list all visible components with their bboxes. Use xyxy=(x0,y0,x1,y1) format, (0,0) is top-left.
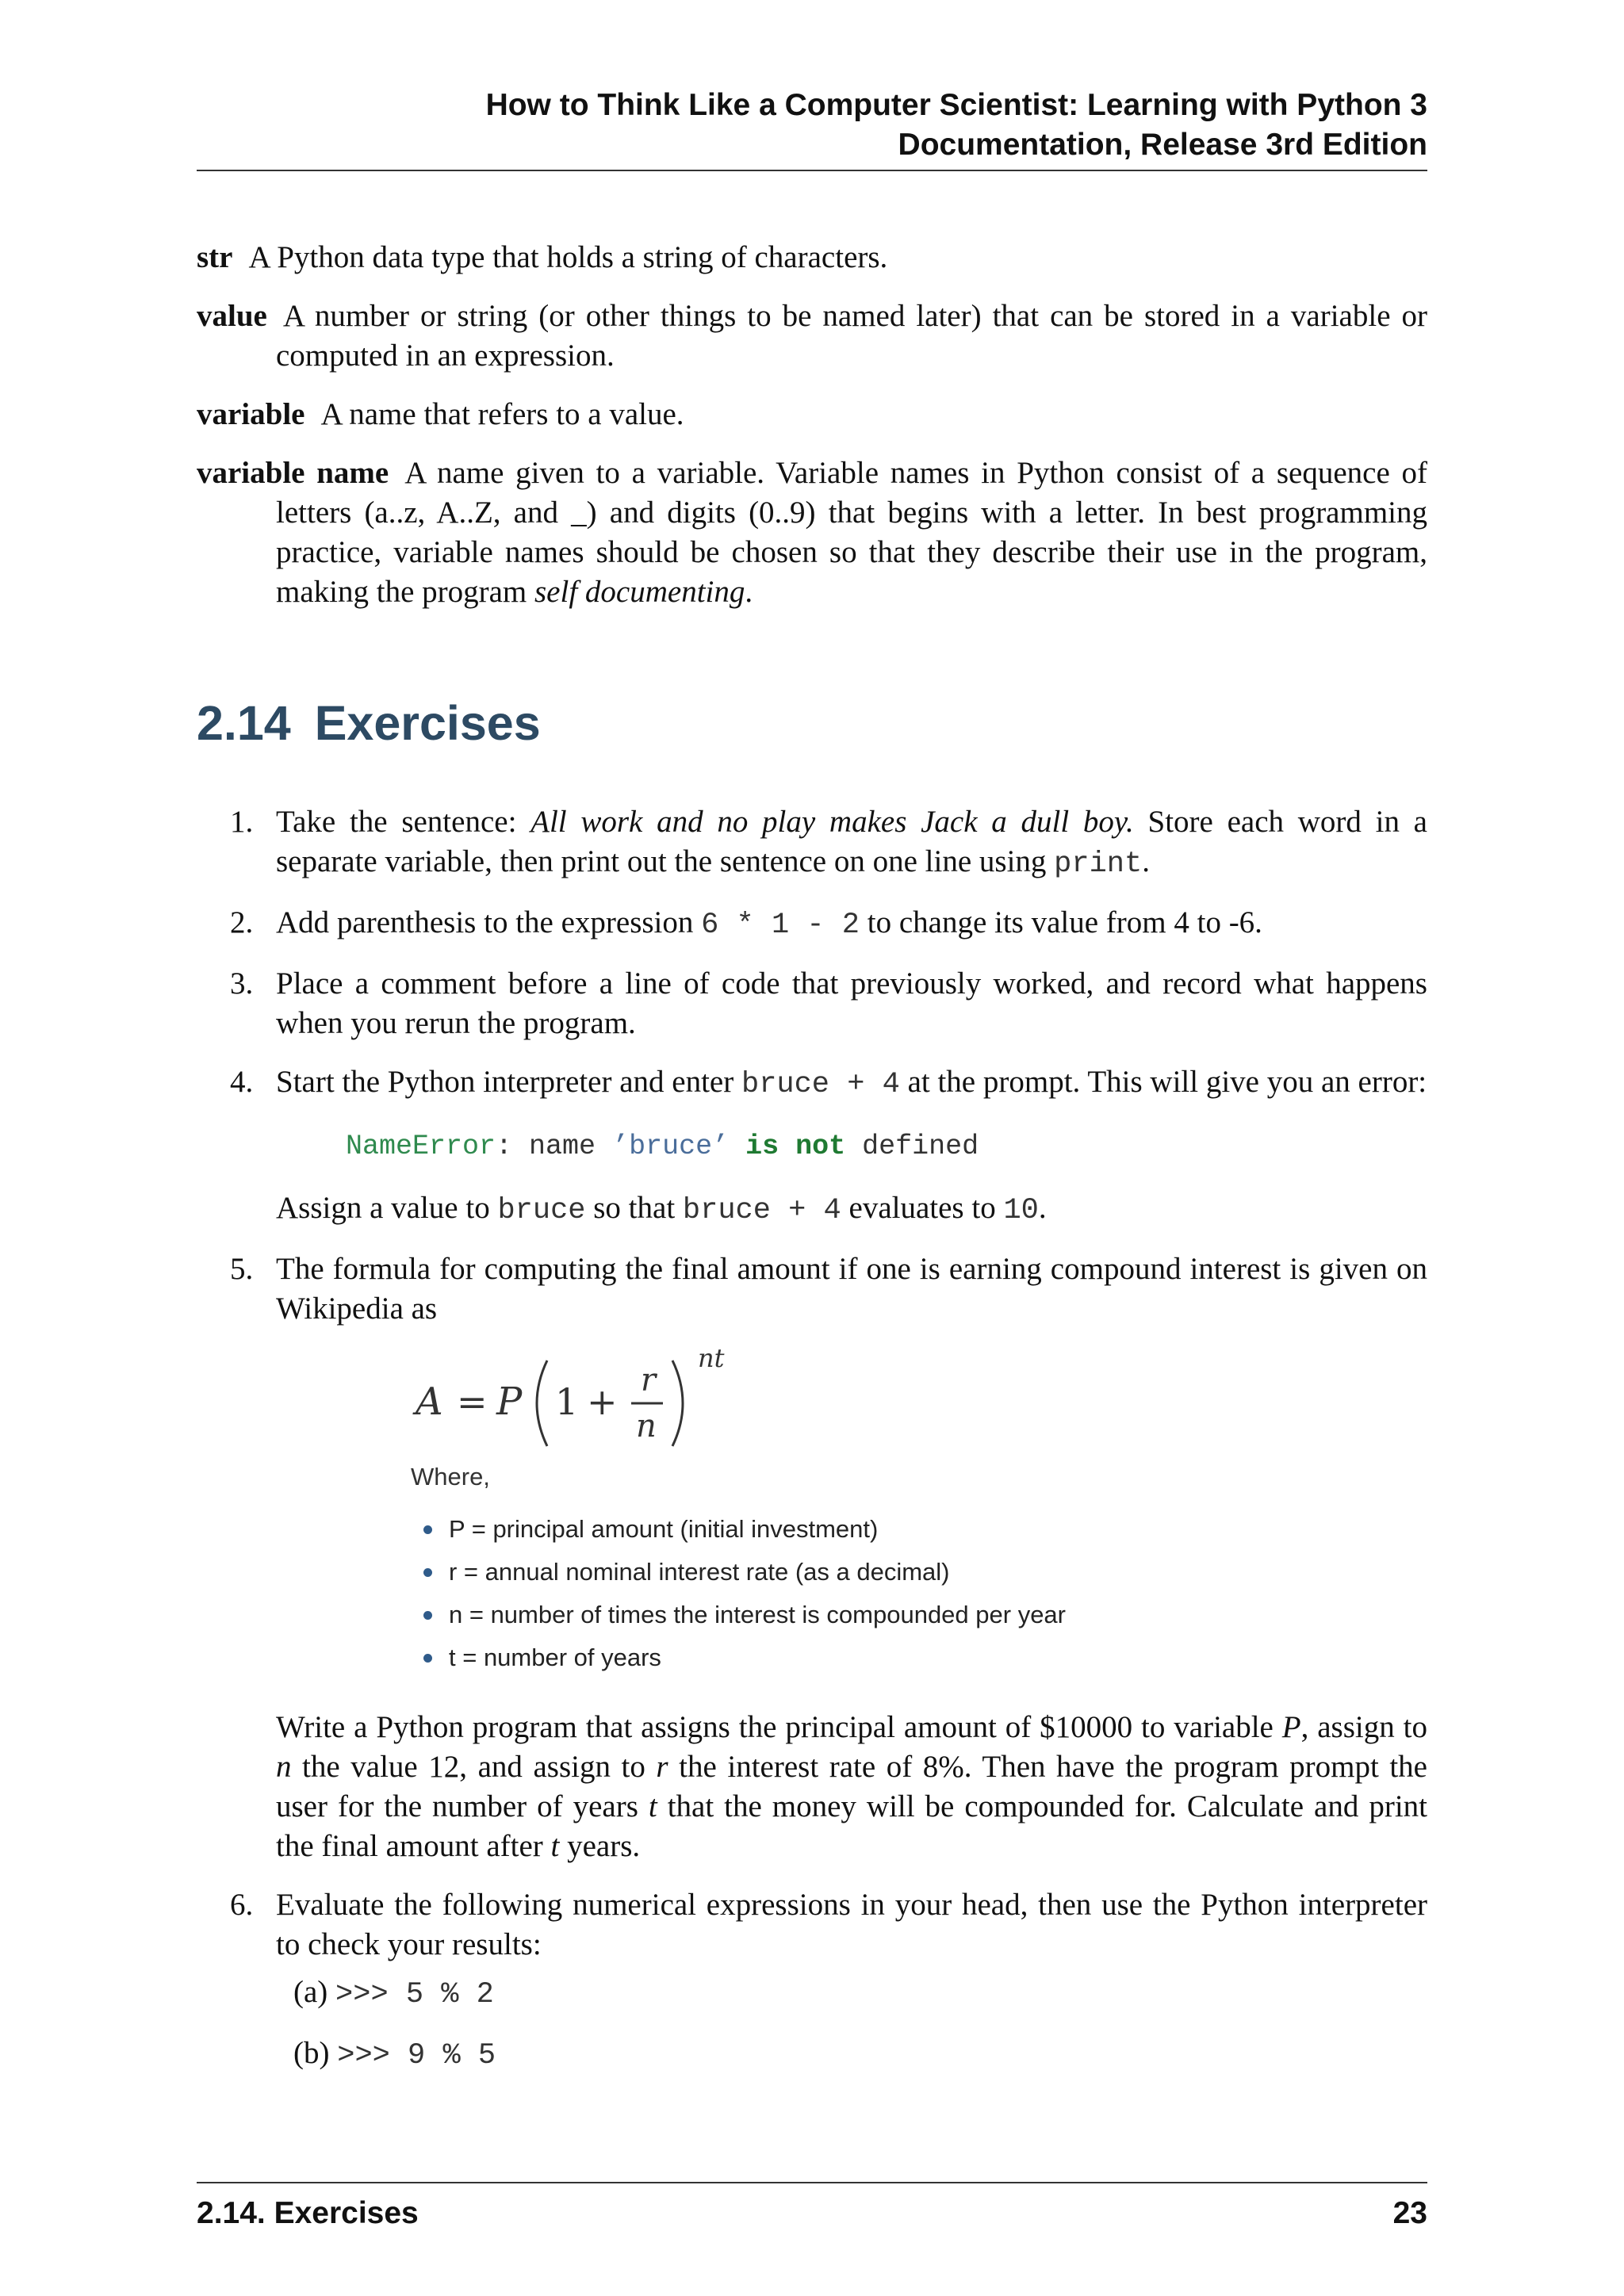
inline-code: >>> 9 % 5 xyxy=(337,2039,496,2072)
exercise-text: years. xyxy=(559,1829,641,1863)
glossary-desc: A Python data type that holds a string of characters. xyxy=(248,240,888,274)
exercise-text: Assign a value to xyxy=(276,1191,498,1225)
exercise-text: , assign to xyxy=(1300,1710,1427,1744)
exercise-item-4 xyxy=(197,1062,1427,1230)
glossary-desc: A number or string (or other things to be named later) that can be stored in a variable or computed in an expression. xyxy=(276,299,1427,373)
formula-plus: + xyxy=(587,1380,618,1423)
formula-one: 1 xyxy=(555,1380,579,1423)
glossary-term: value xyxy=(197,299,267,333)
glossary-entry-value xyxy=(197,297,1427,376)
sub-exercise-item xyxy=(293,1973,1427,2015)
glossary-term: variable name xyxy=(197,456,389,490)
code-plain: defined xyxy=(845,1131,979,1162)
exercise-text: Start the Python interpreter and enter xyxy=(276,1065,741,1099)
sub-label: (a) xyxy=(293,1975,328,2009)
list-number: 5. xyxy=(230,1252,254,1286)
footer-section: 2.14. Exercises xyxy=(197,2196,419,2230)
sub-exercise-list xyxy=(293,1973,1427,2076)
list-number: 3. xyxy=(230,966,254,1001)
exercise-text: . xyxy=(1038,1191,1047,1225)
exercise-text: The formula for computing the final amount if one is earning compound interest is given on Wikipedia as xyxy=(276,1252,1427,1326)
exercise-text: Evaluate the following numerical expressions in your head, then use the Python interpreter to check your results: xyxy=(276,1888,1427,1961)
exercise-paragraph xyxy=(276,1708,1427,1866)
inline-code: print xyxy=(1054,848,1143,881)
formula-lhs: A xyxy=(416,1380,443,1424)
inline-code: 6 * 1 - 2 xyxy=(701,909,860,942)
exercise-text: Write a Python program that assigns the principal amount of $10000 to variable xyxy=(276,1710,1282,1744)
bullet-item: n = number of times the interest is compounded per year xyxy=(420,1594,1427,1636)
exercise-item-5 xyxy=(197,1249,1427,1866)
exercise-paragraph xyxy=(276,1188,1427,1230)
exercise-text: Take the sentence: xyxy=(276,805,531,839)
glossary-entry-variable xyxy=(197,395,1427,434)
sub-label: (b) xyxy=(293,2036,330,2070)
compound-interest-figure xyxy=(276,1335,1427,1684)
glossary-entry-variable-name xyxy=(197,453,1427,612)
error-code-block xyxy=(346,1127,1427,1166)
glossary-desc: A name given to a variable. Variable names in Python consist of a sequence of letters (a..z, A..Z, and _) and digits (0..9) that begins with a letter. In best programming practice, variable names should be chosen so that they describe their use in the program, making the program xyxy=(276,456,1428,609)
inline-code: bruce + 4 xyxy=(682,1194,841,1227)
sub-exercise-item xyxy=(293,2034,1427,2076)
glossary-emphasis: self documenting xyxy=(534,575,745,609)
where-label: Where, xyxy=(411,1463,490,1490)
inline-code: bruce + 4 xyxy=(741,1068,900,1101)
bullet-item: P = principal amount (initial investment) xyxy=(420,1508,1427,1551)
exercise-text: Store each word in a separate variable, then print out the sentence on one line using xyxy=(276,805,1427,878)
formula-equals: = xyxy=(457,1380,488,1423)
section-heading xyxy=(197,691,1427,755)
glossary-desc-end: . xyxy=(745,575,753,609)
right-paren xyxy=(672,1360,683,1446)
header-line-1: How to Think Like a Computer Scientist: Learning with Python 3 xyxy=(485,88,1427,122)
exercise-text: Add parenthesis to the expression xyxy=(276,905,702,939)
code-string: ’bruce’ xyxy=(612,1131,730,1162)
exercise-text: Place a comment before a line of code that previously worked, and record what happens when you rerun the program. xyxy=(276,966,1427,1040)
list-number: 4. xyxy=(230,1065,254,1099)
list-number: 1. xyxy=(230,805,254,839)
exercise-list xyxy=(197,802,1427,2076)
header-line-2: Documentation, Release 3rd Edition xyxy=(898,128,1427,162)
running-footer xyxy=(197,2190,1427,2237)
code-error-name: NameError xyxy=(346,1131,496,1162)
inline-code: >>> 5 % 2 xyxy=(335,1978,494,2011)
inline-code: 10 xyxy=(1003,1194,1039,1227)
code-plain: : name xyxy=(496,1131,613,1162)
variable-ref: t xyxy=(550,1829,560,1863)
formula-n: n xyxy=(636,1408,657,1445)
code-keyword: is not xyxy=(745,1131,846,1162)
exercise-text: that the money will be compounded for. Calculate and print the final amount after xyxy=(276,1789,1428,1863)
inline-code: bruce xyxy=(497,1194,586,1227)
section-title: Exercises xyxy=(314,696,541,750)
page-number: 23 xyxy=(1392,2196,1427,2230)
bullet-item: t = number of years xyxy=(420,1636,1427,1679)
glossary-term: variable xyxy=(197,397,305,431)
formula-p: P xyxy=(496,1380,523,1424)
exercise-quote: All work and no play makes Jack a dull boy. xyxy=(530,805,1134,839)
list-number: 2. xyxy=(230,905,254,939)
exercise-item-3 xyxy=(197,964,1427,1043)
variable-ref: n xyxy=(276,1750,292,1784)
exercise-item-6 xyxy=(197,1885,1427,2076)
left-paren xyxy=(537,1360,547,1446)
variable-ref: r xyxy=(656,1750,668,1784)
list-number: 6. xyxy=(230,1888,254,1922)
variable-definitions xyxy=(420,1508,1427,1679)
exercise-text: to change its value from 4 to -6. xyxy=(859,905,1262,939)
glossary-term: str xyxy=(197,240,233,274)
page-body xyxy=(197,238,1427,2095)
running-header xyxy=(197,86,1427,165)
exercise-text: evaluates to xyxy=(841,1191,1004,1225)
formula-exponent: nt xyxy=(698,1343,725,1373)
exercise-item-1 xyxy=(197,802,1427,884)
exercise-item-2 xyxy=(197,903,1427,945)
bullet-item: r = annual nominal interest rate (as a decimal) xyxy=(420,1551,1427,1594)
variable-ref: P xyxy=(1281,1710,1301,1744)
variable-ref: t xyxy=(648,1789,657,1823)
footer-rule xyxy=(197,2182,1427,2183)
glossary-desc: A name that refers to a value. xyxy=(320,397,684,431)
section-number: 2.14 xyxy=(197,696,291,750)
exercise-text: . xyxy=(1142,844,1150,878)
header-rule xyxy=(197,170,1427,171)
exercise-text: so that xyxy=(585,1191,683,1225)
exercise-text: the value 12, and assign to xyxy=(291,1750,657,1784)
exercise-text: at the prompt. This will give you an error: xyxy=(899,1065,1427,1099)
glossary-entry-str xyxy=(197,238,1427,277)
exercise-text: the interest rate of 8%. Then have the program prompt the user for the number of years xyxy=(276,1750,1427,1823)
compound-interest-formula xyxy=(411,1335,776,1454)
formula-r: r xyxy=(641,1362,657,1399)
